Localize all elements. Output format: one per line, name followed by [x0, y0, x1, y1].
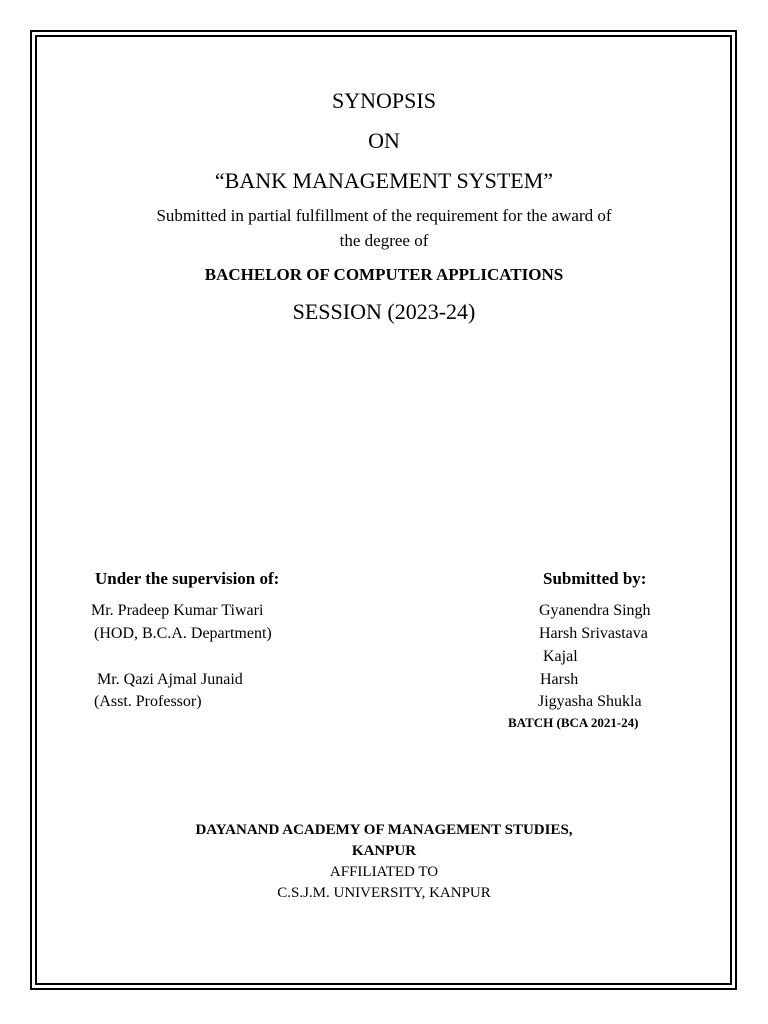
student-name: Kajal — [543, 648, 578, 665]
institution-name-line1: DAYANAND ACADEMY OF MANAGEMENT STUDIES, — [195, 822, 573, 838]
affiliation-label: AFFILIATED TO — [329, 864, 439, 880]
student-name: Jigyasha Shukla — [538, 693, 642, 710]
student-name: Gyanendra Singh — [539, 602, 651, 619]
submission-statement-line2: the degree of — [339, 231, 429, 250]
supervision-heading: Under the supervision of: — [95, 569, 280, 588]
degree-name: BACHELOR OF COMPUTER APPLICATIONS — [204, 265, 564, 284]
student-name: Harsh Srivastava — [539, 625, 648, 642]
university-name: C.S.J.M. UNIVERSITY, KANPUR — [277, 885, 491, 901]
session-label: SESSION (2023-24) — [292, 299, 476, 324]
project-title: “BANK MANAGEMENT SYSTEM” — [214, 168, 554, 193]
student-name: Harsh — [540, 671, 579, 688]
submission-statement-line1: Submitted in partial fulfillment of the requirement for the award of — [156, 206, 612, 225]
supervisor1-role: (HOD, B.C.A. Department) — [94, 625, 272, 642]
supervisor2-name: Mr. Qazi Ajmal Junaid — [97, 671, 243, 688]
supervisor1-name: Mr. Pradeep Kumar Tiwari — [91, 602, 264, 619]
supervisor2-role: (Asst. Professor) — [94, 693, 202, 710]
synopsis-heading: SYNOPSIS — [332, 88, 436, 113]
institution-name-line2: KANPUR — [351, 843, 417, 859]
batch-label: BATCH (BCA 2021-24) — [508, 715, 639, 730]
submitted-by-heading: Submitted by: — [543, 569, 647, 588]
on-heading: ON — [368, 128, 400, 153]
